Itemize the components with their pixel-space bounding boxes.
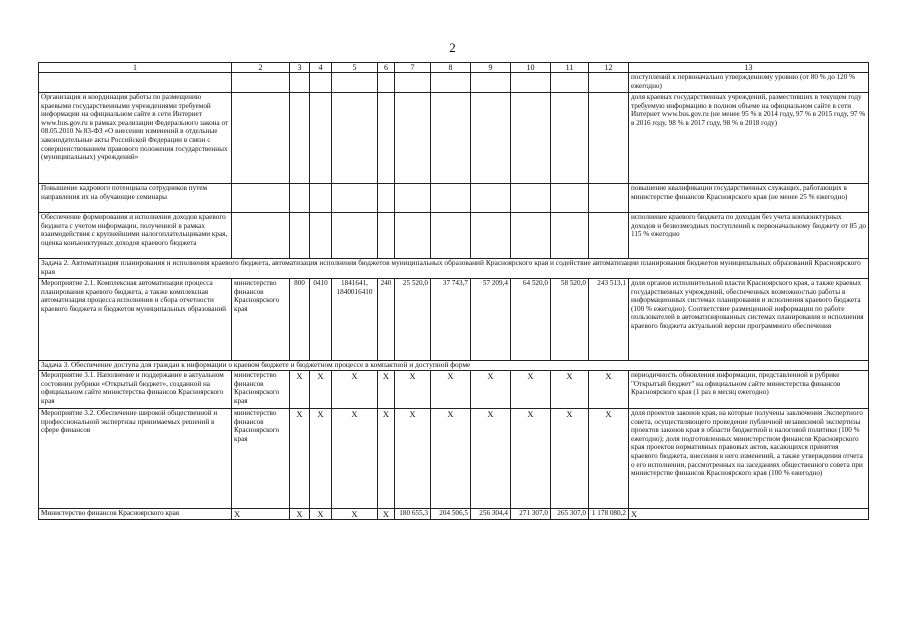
cell-empty: [471, 184, 511, 213]
cell-empty: [290, 93, 310, 184]
task-row: [39, 259, 869, 279]
cell-empty: [471, 93, 511, 184]
cell-empty: [232, 93, 290, 184]
col-header: 11: [551, 63, 589, 73]
total-row: [39, 509, 869, 520]
page-number: 2: [449, 40, 456, 55]
cell-empty: [511, 213, 551, 259]
executor: министерство финансов Красноярского края: [232, 371, 290, 409]
section-code: 0410: [310, 279, 332, 361]
executor: министерство финансов Красноярского края: [232, 409, 290, 509]
x-cell: X: [290, 409, 310, 509]
cell-empty: [511, 184, 551, 213]
table-row: [39, 213, 869, 259]
amount-cell: 37 743,7: [431, 279, 471, 361]
cell-empty: [431, 93, 471, 184]
cell-empty: [551, 184, 589, 213]
total-amount-cell: 1 178 080,2: [589, 509, 629, 520]
col-header: 12: [589, 63, 629, 73]
cell-empty: [431, 184, 471, 213]
col-header: 6: [378, 63, 395, 73]
table-row: [39, 371, 869, 409]
amount-cell: 265 307,0: [551, 509, 589, 520]
x-cell: X: [395, 371, 431, 409]
cell-empty: [290, 213, 310, 259]
x-cell: X: [310, 409, 332, 509]
col-header: 3: [290, 63, 310, 73]
cell-empty: [332, 73, 378, 93]
col-header: 7: [395, 63, 431, 73]
cell-empty: [39, 73, 232, 93]
indicator-text: периодичность обновления информации, представленной в рубрике "Открытый бюджет" на официальном сайте министерства финансов Красноярского края (1 раз в месяц ежегодно): [629, 371, 869, 409]
x-cell: X: [378, 371, 395, 409]
x-cell: X: [551, 409, 589, 509]
task-title: Задача 3. Обеспечение доступа для граждан к информации о краевом бюджете и бюджетном процессе в компактной и доступной форме: [39, 361, 869, 371]
x-cell: X: [589, 409, 629, 509]
x-cell: X: [232, 509, 290, 520]
x-cell: X: [551, 371, 589, 409]
activity-name: Обеспечение формирования и исполнения доходов краевого бюджета с учетом информации, полученной в рамках взаимодействия с крупнейшими налогоплательщиками края, оценка конъюнктурных доходов краевого бюджета: [39, 213, 232, 259]
x-cell: X: [511, 409, 551, 509]
x-cell: X: [332, 509, 378, 520]
cell-empty: [378, 73, 395, 93]
x-cell: X: [511, 371, 551, 409]
cell-empty: [551, 213, 589, 259]
table-row: [39, 73, 869, 93]
x-cell: X: [431, 409, 471, 509]
measure-name: Мероприятие 3.1. Наполнение и поддержание в актуальном состоянии рубрики «Открытый бюджет», созданной на официальном сайте министерства финансов Красноярского края: [39, 371, 232, 409]
cell-empty: [290, 73, 310, 93]
cell-empty: [511, 73, 551, 93]
table-row: [39, 184, 869, 213]
cell-empty: [232, 213, 290, 259]
cell-empty: [332, 213, 378, 259]
x-cell: X: [310, 371, 332, 409]
cell-empty: [332, 184, 378, 213]
indicator-text: поступлений к первоначально утвержденному уровню (от 80 % до 120 % ежегодно): [629, 73, 869, 93]
cell-empty: [551, 93, 589, 184]
cell-empty: [589, 184, 629, 213]
measure-name: Мероприятие 3.2. Обеспечение широкой общественной и профессиональной экспертизы принимаемых решений в сфере финансов: [39, 409, 232, 509]
cell-empty: [378, 184, 395, 213]
amount-cell: 271 307,0: [511, 509, 551, 520]
x-cell: X: [431, 371, 471, 409]
x-cell: X: [290, 371, 310, 409]
indicator-text: доля органов исполнительной власти Красноярского края, а также краевых государственных учреждений, обеспеченных возможностью работы в информационных системах планирования и исполнения краевого бюджета (100 % ежегодно). Соответствие размещенной информации по работе пользователей в автоматизированных системах планирования и исполнения краевого бюджета актуальной версии программного обеспечения: [629, 279, 869, 361]
x-cell: X: [378, 409, 395, 509]
indicator-text: исполнение краевого бюджета по доходам без учета конъюнктурных доходов и безвозмездных поступлений к первоначальному бюджету от 85 до 115 % ежегодно: [629, 213, 869, 259]
amount-cell: 58 520,0: [551, 279, 589, 361]
col-header: 9: [471, 63, 511, 73]
col-header: 2: [232, 63, 290, 73]
amount-cell: 64 520,0: [511, 279, 551, 361]
target-article-code: 1841641, 1840016410: [332, 279, 378, 361]
x-cell: X: [310, 509, 332, 520]
activity-name: Организация и координация работы по размещению краевыми государственными учреждениями требуемой информации на официальном сайте в сети Интернет www.bus.gov.ru в рамках реализации Федерального закона от 08.05.2010 № 83-ФЗ «О внесении изменений в отдельные законодательные акты Российской Федерации в связи с совершенствованием правового положения государственных (муниципальных) учреждений»: [39, 93, 232, 184]
col-header: 5: [332, 63, 378, 73]
x-cell: X: [332, 371, 378, 409]
indicator-text: доля проектов законов края, на которые получены заключения Экспертного совета, осуществляющего проведение публичной независимой экспертизы проектов законов края в области бюджетной и налоговой политики (100 % ежегодно); доля подготовленных министерством финансов Красноярского края проектов нормативных правовых актов, касающихся принятия краевого бюджета, внесения в него изменений, а также утверждения отчета о его исполнении, рассмотренных на заседаниях общественного совета при министерстве финансов Красноярского края (100 % ежегодно): [629, 409, 869, 509]
cell-empty: [395, 73, 431, 93]
amount-cell: 57 209,4: [471, 279, 511, 361]
x-cell: X: [471, 409, 511, 509]
grbs-code: 800: [290, 279, 310, 361]
amount-cell: 25 520,0: [395, 279, 431, 361]
cell-empty: [471, 213, 511, 259]
cell-empty: [232, 184, 290, 213]
cell-empty: [310, 73, 332, 93]
task-row: [39, 361, 869, 371]
cell-empty: [431, 73, 471, 93]
table-row: [39, 93, 869, 184]
cell-empty: [310, 93, 332, 184]
cell-empty: [232, 73, 290, 93]
cell-empty: [589, 213, 629, 259]
expense-type-code: 240: [378, 279, 395, 361]
col-header: 13: [629, 63, 869, 73]
cell-empty: [332, 93, 378, 184]
cell-empty: [310, 184, 332, 213]
col-header: 10: [511, 63, 551, 73]
cell-empty: [378, 213, 395, 259]
cell-empty: [589, 73, 629, 93]
measure-name: Мероприятие 2.1. Комплексная автоматизация процесса планирования краевого бюджета, а также комплексная автоматизация процесса исполнения и сбора отчетности краевого бюджета и бюджетов муниципальных образований: [39, 279, 232, 361]
cell-empty: [471, 73, 511, 93]
header-row: [39, 63, 869, 73]
cell-empty: [290, 184, 310, 213]
activity-name: Повышение кадрового потенциала сотрудников путем направления их на обучающие семинары: [39, 184, 232, 213]
x-cell: X: [332, 409, 378, 509]
x-cell: X: [629, 509, 869, 520]
program-activities-table: [38, 62, 869, 520]
cell-empty: [395, 184, 431, 213]
amount-cell: 204 506,5: [431, 509, 471, 520]
x-cell: X: [290, 509, 310, 520]
table-row: [39, 409, 869, 509]
x-cell: X: [395, 409, 431, 509]
executor: министерство финансов Красноярского края: [232, 279, 290, 361]
col-header: 1: [39, 63, 232, 73]
x-cell: X: [589, 371, 629, 409]
cell-empty: [431, 213, 471, 259]
amount-cell: 180 655,3: [395, 509, 431, 520]
x-cell: X: [378, 509, 395, 520]
cell-empty: [551, 73, 589, 93]
col-header: 4: [310, 63, 332, 73]
task-title: Задача 2. Автоматизация планирования и исполнения краевого бюджета, автоматизация исполнения бюджетов муниципальных образований Красноярского края и содействие автоматизации планирования бюджетов муниципальных образований Красноярского края: [39, 259, 869, 279]
total-label: Министерство финансов Красноярского края: [39, 509, 232, 520]
indicator-text: доля краевых государственных учреждений, разместивших в текущем году требуемую информацию в полном объеме на официальном сайте в сети Интернет www.bus.gov.ru (не менее 95 % в 2014 году, 97 % в 2015 году, 97 % в 2016 году, 98 % в 2017 году, 98 % в 2018 году): [629, 93, 869, 184]
col-header: 8: [431, 63, 471, 73]
indicator-text: повышение квалификации государственных служащих, работающих в министерстве финансов Красноярского края (не менее 25 % ежегодно): [629, 184, 869, 213]
cell-empty: [395, 213, 431, 259]
cell-empty: [589, 93, 629, 184]
cell-empty: [511, 93, 551, 184]
cell-empty: [310, 213, 332, 259]
cell-empty: [378, 93, 395, 184]
cell-empty: [395, 93, 431, 184]
amount-cell: 256 304,4: [471, 509, 511, 520]
table-row: [39, 279, 869, 361]
x-cell: X: [471, 371, 511, 409]
total-amount-cell: 243 513,1: [589, 279, 629, 361]
